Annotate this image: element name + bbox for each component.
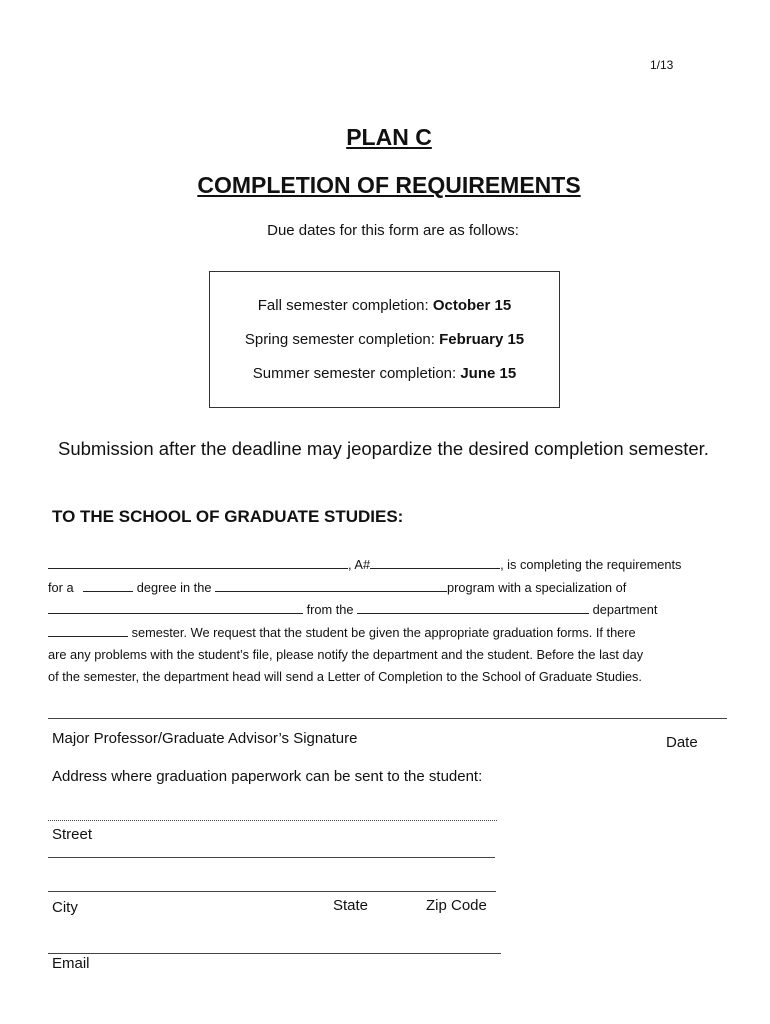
semester-text: semester. We request that the student be given the appropriate graduation forms. If there (131, 625, 636, 640)
deadline-date: October 15 (432, 297, 512, 314)
signature-line[interactable] (48, 718, 727, 719)
program-label: program with a specialization of (447, 580, 627, 595)
form-subtitle: COMPLETION OF REQUIREMENTS (197, 172, 581, 198)
street-label: Street (52, 826, 93, 843)
deadline-label: Fall semester completion: (257, 297, 429, 314)
address-prompt: Address where graduation paperwork can be sent to the student: (52, 768, 483, 785)
a-number-field[interactable] (370, 556, 500, 569)
body-line-3 (48, 601, 657, 617)
deadline-label: Summer semester completion: (252, 365, 457, 382)
zip-label: Zip Code (426, 897, 487, 914)
degree-in-label: degree in the (136, 580, 212, 595)
deadline-warning: Submission after the deadline may jeopardize the desired completion semester. (58, 438, 709, 459)
program-field[interactable] (215, 579, 447, 592)
body-line-5: are any problems with the student’s file, please notify the department and the student. Before the last day (48, 647, 644, 662)
deadline-label: Spring semester completion: (244, 331, 435, 348)
specialization-field[interactable] (48, 601, 303, 614)
street-line[interactable] (48, 857, 495, 858)
city-label: City (52, 899, 78, 916)
email-line[interactable] (48, 953, 501, 954)
department-label: department (592, 602, 658, 617)
email-label: Email (52, 955, 90, 972)
deadline-summer (210, 365, 559, 382)
state-label: State (333, 897, 369, 914)
degree-field[interactable] (83, 579, 133, 592)
body-line-6: of the semester, the department head will send a Letter of Completion to the School of Graduate Studies. (48, 669, 642, 684)
deadlines-box (209, 271, 560, 408)
deadline-spring (210, 331, 559, 348)
from-the-label: from the (306, 602, 354, 617)
address-line-1[interactable] (48, 820, 497, 821)
city-line[interactable] (48, 891, 496, 892)
student-name-field[interactable] (48, 556, 348, 569)
date-label: Date (666, 734, 698, 751)
a-number-label: , A# (348, 557, 371, 572)
due-dates-intro: Due dates for this form are as follows: (267, 222, 519, 239)
body-line-2 (48, 579, 626, 595)
to-heading: TO THE SCHOOL OF GRADUATE STUDIES: (52, 507, 404, 526)
signature-label: Major Professor/Graduate Advisor’s Signature (52, 730, 358, 747)
department-field[interactable] (357, 601, 589, 614)
semester-field[interactable] (48, 624, 128, 637)
deadline-fall (210, 297, 559, 314)
completing-text: , is completing the requirements (500, 557, 682, 572)
deadline-date: February 15 (439, 331, 525, 348)
body-line-4 (48, 624, 636, 640)
for-a-label: for a (48, 580, 74, 595)
form-title: PLAN C (346, 124, 432, 150)
body-line-1 (48, 556, 681, 572)
deadline-date: June 15 (460, 365, 517, 382)
page-number: 1/13 (650, 58, 674, 72)
